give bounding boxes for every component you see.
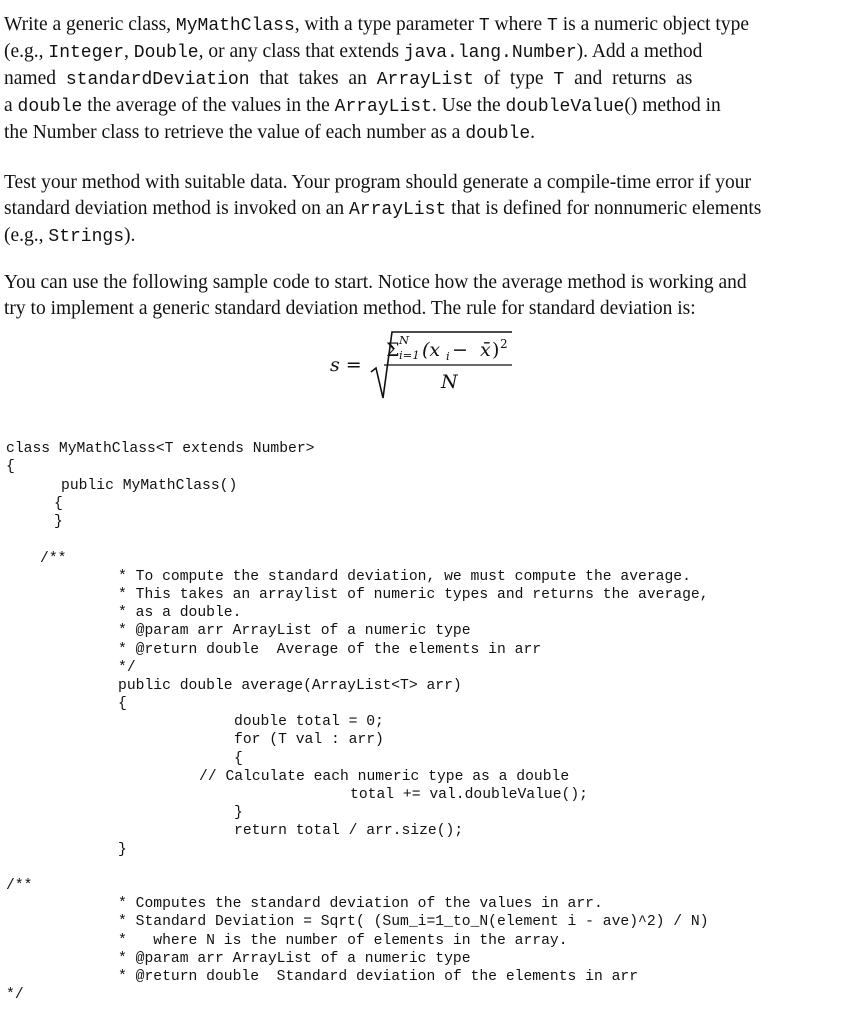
code-brace: } <box>118 842 127 858</box>
code-comment: // Calculate each numeric type as a double <box>199 769 570 785</box>
code-doc-line: * Standard Deviation = Sqrt( (Sum_i=1_to_N(element i - ave)^2) / N) <box>118 914 709 930</box>
code-brace: { <box>234 751 243 767</box>
code-average-signature: public double average(ArrayList<T> arr) <box>118 678 462 694</box>
instructions-paragraph <box>4 270 840 322</box>
text-line: the Number class to retrieve the value of each number as a double. <box>4 122 535 144</box>
standard-deviation-formula <box>0 328 844 400</box>
code-doc-line: * Computes the standard deviation of the values in arr. <box>118 896 603 912</box>
code-doc-line: * where N is the number of elements in the array. <box>118 933 568 949</box>
code-doc-open: /** <box>40 551 67 567</box>
code-class-declaration: class MyMathClass<T extends Number> <box>6 441 315 457</box>
code-doc-line: * @return double Average of the elements in arr <box>118 642 542 658</box>
code-statement: for (T val : arr) <box>234 732 384 748</box>
text-line: Write a generic class, MyMathClass, with a type parameter T where T is a numeric object type <box>4 14 750 36</box>
formula-lower-limit: i=1 <box>399 348 420 362</box>
code-brace: } <box>54 514 63 530</box>
code-doc-line: * @return double Standard deviation of the elements in arr <box>118 969 639 985</box>
formula-denominator: N <box>441 371 458 393</box>
text-line: You can use the following sample code to start. Notice how the average method is working and <box>4 272 747 293</box>
code-doc-line: * as a double. <box>118 605 242 621</box>
code-brace: } <box>234 805 243 821</box>
text-line: Test your method with suitable data. Your program should generate a compile-time error if your <box>4 172 752 193</box>
text-line: (e.g., Strings). <box>4 225 136 247</box>
code-brace: { <box>118 696 127 712</box>
text-line: a double the average of the values in the ArrayList. Use the doubleValue() method in <box>4 95 721 117</box>
code-doc-line: */ <box>118 660 136 676</box>
code-constructor: public MyMathClass() <box>61 478 238 494</box>
code-statement: double total = 0; <box>234 714 384 730</box>
text-line: try to implement a generic standard deviation method. The rule for standard deviation is: <box>4 298 696 319</box>
formula-upper-limit: N <box>399 333 410 347</box>
formula-minus: − <box>452 339 468 361</box>
code-statement: total += val.doubleValue(); <box>350 787 588 803</box>
code-statement: return total / arr.size(); <box>234 823 464 839</box>
formula-close-paren: ) <box>492 339 500 361</box>
code-brace: { <box>54 496 63 512</box>
formula-term: (x <box>422 339 441 361</box>
formula-subscript: i <box>446 349 450 363</box>
formula-exponent: 2 <box>500 337 508 351</box>
text-line: standard deviation method is invoked on an ArrayList that is defined for nonnumeric elements <box>4 198 762 220</box>
formula-sigma: Σ <box>386 339 400 361</box>
code-brace: { <box>6 459 15 475</box>
code-doc-line: * @param arr ArrayList of a numeric type <box>118 623 471 639</box>
code-doc-open: /** <box>6 878 33 894</box>
code-doc-line: * This takes an arraylist of numeric types and returns the average, <box>118 587 709 603</box>
intro-paragraph <box>4 12 840 147</box>
formula-mean: x̄ <box>480 339 491 361</box>
requirement-paragraph <box>4 170 840 250</box>
code-doc-close: */ <box>6 987 24 1003</box>
code-doc-line: * @param arr ArrayList of a numeric type <box>118 951 471 967</box>
text-line: (e.g., Integer, Double, or any class that extends java.lang.Number). Add a method <box>4 41 703 63</box>
formula-lhs: s = <box>330 354 362 376</box>
code-doc-line: * To compute the standard deviation, we must compute the average. <box>118 569 691 585</box>
text-line: named standardDeviation that takes an ArrayList of type T and returns as <box>4 68 693 90</box>
